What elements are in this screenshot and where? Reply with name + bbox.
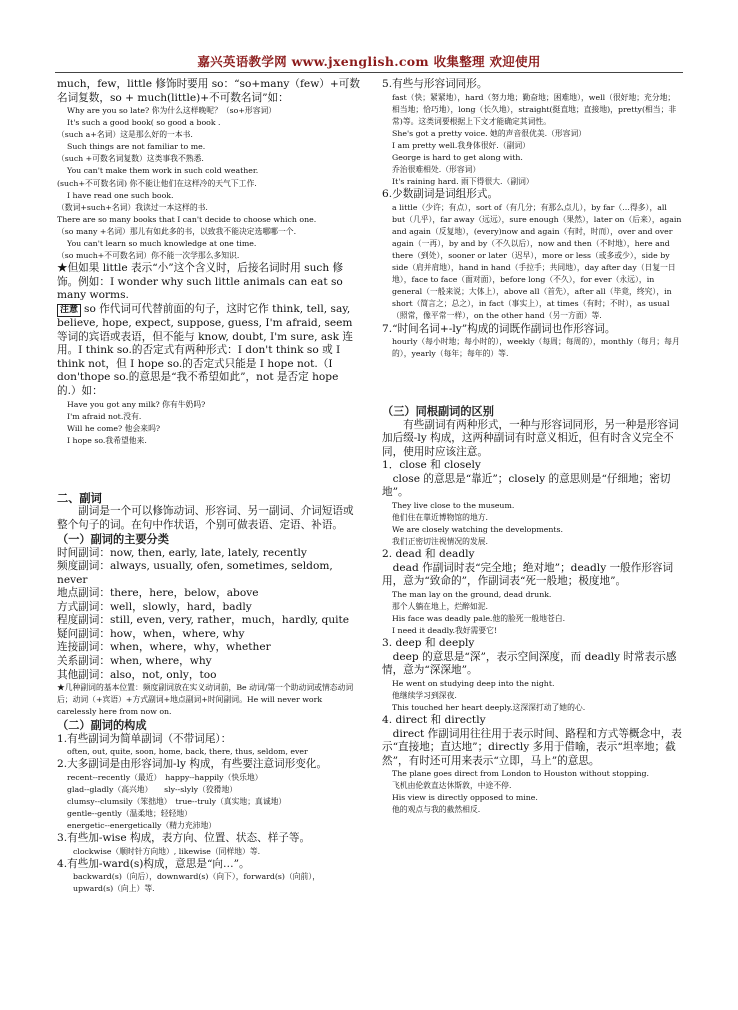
paragraph-text: I have read one such book. bbox=[67, 190, 174, 200]
paragraph-text: 连接副词：when，where，why，whether bbox=[57, 641, 271, 654]
paragraph-text: 1.有些副词为简单副词（不带词尾）： bbox=[57, 732, 232, 745]
left-paragraph-8 bbox=[57, 190, 360, 202]
left-paragraph-27 bbox=[57, 601, 360, 615]
paragraph-text: often, out, quite, soon, home, back, there, thus, seldom, ever bbox=[67, 747, 308, 757]
left-paragraph-6 bbox=[57, 165, 360, 177]
paragraph-text: 乔治很难相处.（形容词） bbox=[392, 165, 481, 175]
left-paragraph-22 bbox=[57, 505, 360, 532]
right-paragraph-14 bbox=[382, 459, 682, 473]
left-paragraph-5 bbox=[57, 153, 360, 165]
paragraph-text: clumsy--clumsily（笨拙地） true--truly（真实地；真诚地） bbox=[67, 796, 287, 806]
paragraph-text: You can't make them work in such cold weather. bbox=[67, 166, 259, 176]
paragraph-text: 他们住在靠近博物馆的地方. bbox=[392, 512, 489, 522]
right-paragraph-25 bbox=[382, 625, 682, 637]
note-label: 注意 bbox=[57, 304, 81, 318]
paragraph-text: There are so many books that I can't decide to choose which one. bbox=[57, 214, 317, 224]
left-paragraph-37 bbox=[57, 758, 360, 772]
paragraph-text: 程度副词：still, even, very, rather，much，hardly, quite bbox=[57, 614, 350, 627]
paragraph-text: （such +可数名词复数）这类事我不熟悉. bbox=[57, 154, 204, 164]
paragraph-text: 关系副词：when, where，why bbox=[57, 654, 212, 667]
paragraph-text: much，few，little 修饰时要用 so：“so+many（few）+可数名词复数，so + much(little)+不可数名词”如： bbox=[57, 78, 360, 104]
paragraph-text: 疑问副词：how，when，where, why bbox=[57, 627, 245, 640]
paragraph-text: It's such a good book( so good a book . bbox=[67, 118, 221, 128]
paragraph-text: gentle--gently（温柔地；轻轻地） bbox=[67, 809, 192, 819]
paragraph-text: They live close to the museum. bbox=[392, 500, 515, 510]
right-paragraph-23 bbox=[382, 601, 682, 613]
right-paragraph-17 bbox=[382, 512, 682, 524]
paragraph-text: I need it deadly.我好需要它! bbox=[392, 626, 498, 635]
right-paragraph-20 bbox=[382, 548, 682, 562]
left-paragraph-31 bbox=[57, 655, 360, 669]
paragraph-text: 飞机由伦敦直达休斯敦，中途不停. bbox=[392, 781, 512, 791]
paragraph-text: （一）副词的主要分类 bbox=[57, 532, 169, 547]
left-paragraph-44 bbox=[57, 846, 360, 858]
paragraph-text: ★几种副词的基本位置：频度副词放在实义动词前，Be 动词/第一个助动词或情态动词后；动词（+宾语）+方式副词+地点副词+时间副词。He will never work carelessly here from now on. bbox=[57, 683, 354, 717]
paragraph-text: 4. direct 和 directly bbox=[382, 713, 486, 726]
paragraph-text: Have you got any milk? 你有牛奶吗? bbox=[67, 399, 206, 409]
right-paragraph-36 bbox=[382, 804, 682, 816]
right-column bbox=[382, 78, 682, 816]
right-paragraph-10 bbox=[382, 336, 682, 360]
right-paragraph-19 bbox=[382, 536, 682, 548]
left-paragraph-7 bbox=[57, 178, 360, 190]
left-paragraph-16 bbox=[57, 399, 360, 411]
paragraph-text: glad--gladly（高兴地） sly--slyly（狡猾地） bbox=[67, 784, 238, 794]
paragraph-text: Will he come? 他会来吗? bbox=[67, 423, 161, 433]
page-header: 嘉兴英语教学网 www.jxenglish.com 收集整理 欢迎使用 bbox=[197, 54, 541, 69]
paragraph-text: 那个人躺在地上，烂醉如泥. bbox=[392, 601, 489, 611]
paragraph-text: George is hard to get along with. bbox=[392, 152, 523, 162]
paragraph-text: ★但如果 little 表示“小”这个含义时，后接名词时用 such 修饰。例如：I wonder why such little animals can eat so many worms. bbox=[57, 262, 344, 302]
left-paragraph-26 bbox=[57, 587, 360, 601]
left-paragraph-33 bbox=[57, 682, 360, 718]
left-paragraph-24 bbox=[57, 547, 360, 561]
paragraph-text: 我们正密切注视情况的发展. bbox=[392, 537, 489, 547]
left-paragraph-39 bbox=[57, 784, 360, 796]
paragraph-text: （三）同根副词的区别 bbox=[382, 404, 494, 419]
right-paragraph-18 bbox=[382, 524, 682, 536]
right-paragraph-8 bbox=[382, 202, 682, 323]
left-paragraph-38 bbox=[57, 772, 360, 784]
paragraph-text: fast（快；紧紧地），hard（努力地；勤奋地；困难地），well（很好地；充分地；相当地；恰巧地），long（长久地），straight(挺直地；直接地)，pretty(相当；非常)等。这类词要根据上下文才能确定其词性。 bbox=[392, 92, 677, 126]
paragraph-text: 2. dead 和 deadly bbox=[382, 548, 475, 561]
left-paragraph-29 bbox=[57, 628, 360, 642]
left-paragraph-11 bbox=[57, 226, 360, 238]
right-paragraph-29 bbox=[382, 690, 682, 702]
left-paragraph-32 bbox=[57, 669, 360, 683]
right-paragraph-11 bbox=[382, 376, 682, 388]
right-paragraph-6 bbox=[382, 176, 682, 188]
paragraph-text: 他的观点与我的截然相反. bbox=[392, 805, 481, 815]
left-paragraph-3 bbox=[57, 129, 360, 141]
paragraph-text: 3. deep 和 deeply bbox=[382, 637, 475, 650]
left-paragraph-25 bbox=[57, 560, 360, 587]
paragraph-text: The plane goes direct from London to Houston without stopping. bbox=[392, 769, 649, 779]
left-paragraph-42 bbox=[57, 820, 360, 832]
right-paragraph-15 bbox=[382, 473, 682, 500]
left-paragraph-35 bbox=[57, 733, 360, 747]
left-paragraph-1 bbox=[57, 105, 360, 117]
left-paragraph-4 bbox=[57, 141, 360, 153]
right-paragraph-2 bbox=[382, 128, 682, 140]
paragraph-text: 时间副词：now, then, early, late, lately, recently bbox=[57, 546, 307, 559]
paragraph-text: 地点副词：there，here，below，above bbox=[57, 587, 259, 600]
left-paragraph-18 bbox=[57, 423, 360, 435]
left-paragraph-28 bbox=[57, 614, 360, 628]
left-paragraph-23 bbox=[57, 532, 360, 546]
header-rule bbox=[55, 72, 683, 73]
paragraph-text: It's raining hard. 雨下得很大.（副词） bbox=[392, 177, 534, 187]
paragraph-text: I'm afraid not.没有. bbox=[67, 411, 142, 421]
paragraph-text: 二、副词 bbox=[57, 490, 102, 505]
paragraph-text: We are closely watching the developments. bbox=[392, 524, 564, 534]
right-paragraph-3 bbox=[382, 140, 682, 152]
right-paragraph-21 bbox=[382, 562, 682, 589]
right-paragraph-13 bbox=[382, 419, 682, 460]
paragraph-text: 他继续学习到深夜. bbox=[392, 690, 457, 700]
paragraph-text: 副词是一个可以修饰动词、形容词、另一副词、介词短语或整个句子的词。在句中作状语，个别可做表语、定语、补语。 bbox=[57, 505, 354, 531]
paragraph-text: a little（少许；有点），sort of（有几分；有那么点儿），by far（…得多），all but（几乎），far away（远远），sure enough（果然），later on（后来），again and again（反复地），(every)now and again（有时，时而），over and over again（一再），by and by（不久以后），now and then（不时地），here and there（到处），sooner or later（迟早），more or less（或多或少），side by side（肩并肩地），hand in hand（手拉手；共同地），day after day（日复一日地），face to face（面对面），before long（不久），for ever（永远），in general（一般来说；大体上），above all（首先），after all（毕竟，终究），in short（简言之；总之），in fact（事实上），at times（有时；不时），as usual（照常，像平常一样），on the other hand（另一方面）等. bbox=[392, 202, 682, 321]
left-paragraph-41 bbox=[57, 808, 360, 820]
paragraph-text: His face was deadly pale.他的脸死一般地苍白. bbox=[392, 613, 566, 623]
paragraph-text: （such a+名词）这是那么好的一本书. bbox=[57, 130, 193, 140]
left-paragraph-13 bbox=[57, 250, 360, 262]
paragraph-text: She's got a pretty voice. 她的声音很优美.（形容词） bbox=[392, 128, 587, 138]
right-paragraph-31 bbox=[382, 714, 682, 728]
left-column bbox=[57, 78, 360, 896]
right-paragraph-9 bbox=[382, 323, 682, 337]
paragraph-text: You can't learn so much knowledge at one time. bbox=[67, 238, 257, 248]
paragraph-text: The man lay on the ground, dead drunk. bbox=[392, 589, 552, 599]
paragraph-text: clockwise（顺时针方向地）, likewise（同样地）等. bbox=[73, 846, 261, 856]
paragraph-text: （数词+such+名词）我读过一本这样的书. bbox=[57, 202, 208, 212]
paragraph-text: （so much+不可数名词）你不能一次学那么多知识. bbox=[57, 251, 240, 261]
right-paragraph-28 bbox=[382, 678, 682, 690]
paragraph-text: direct 作副词用往往用于表示时间、路程和方式等概念中，表示“直接地；直达地”；directly 多用于借喻，表示“坦率地；截然”，有时还可用来表示“立即，马上”的意思。 bbox=[382, 727, 682, 767]
paragraph-text: 有些副词有两种形式，一种与形容词同形，另一种是形容词加后缀-ly 构成，这两种副词有时意义相近，但有时含义完全不同，使用时应该注意。 bbox=[382, 418, 679, 458]
left-paragraph-30 bbox=[57, 641, 360, 655]
paragraph-text: dead 作副词时表“完全地；绝对地”；deadly 一般作形容词用，意为“致命的”，作副词表“死一般地；极度地”。 bbox=[382, 561, 674, 588]
right-paragraph-27 bbox=[382, 651, 682, 678]
paragraph-text: He went on studying deep into the night. bbox=[392, 678, 555, 688]
left-paragraph-0 bbox=[57, 78, 360, 105]
right-paragraph-24 bbox=[382, 613, 682, 625]
left-paragraph-15 bbox=[57, 303, 360, 399]
right-paragraph-30 bbox=[382, 702, 682, 714]
paragraph-text: Such things are not familiar to me. bbox=[67, 142, 206, 152]
paragraph-text: Why are you so late? 你为什么这样晚呢？（so+形容词） bbox=[67, 106, 277, 116]
paragraph-text: 其他副词：also，not, only，too bbox=[57, 668, 217, 681]
paragraph-text: close 的意思是“靠近”；closely 的意思则是“仔细地；密切地”。 bbox=[382, 472, 671, 499]
left-paragraph-45 bbox=[57, 858, 360, 872]
paragraph-text: (such+不可数名词) 你不能让他们在这样冷的天气下工作. bbox=[57, 178, 257, 188]
left-paragraph-21 bbox=[57, 491, 360, 505]
paragraph-text: 5.有些与形容词同形。 bbox=[382, 78, 488, 90]
left-paragraph-14 bbox=[57, 262, 360, 303]
left-paragraph-40 bbox=[57, 796, 360, 808]
right-paragraph-34 bbox=[382, 780, 682, 792]
right-paragraph-0 bbox=[382, 78, 682, 92]
right-paragraph-12 bbox=[382, 404, 682, 418]
left-paragraph-34 bbox=[57, 718, 360, 732]
paragraph-text: 1．close 和 closely bbox=[382, 459, 481, 472]
left-paragraph-10 bbox=[57, 214, 360, 226]
left-paragraph-9 bbox=[57, 202, 360, 214]
left-paragraph-2 bbox=[57, 117, 360, 129]
left-paragraph-17 bbox=[57, 411, 360, 423]
paragraph-text: so 作代词可代替前面的句子，这时它作 think, tell, say, believe, hope, expect, suppose, guess, I'm afraid, seem 等词的宾语或表语，但不能与 know, doubt, I'm sure, ask 连用。I think so.的否定式有两种形式：I don't think so 或 I think not，但 I hope so.的否定式只能是 I hope not.（I don'thope so.的意思是“我不希望如此”，not 是否定 hope 的.）如： bbox=[57, 302, 353, 397]
right-paragraph-35 bbox=[382, 792, 682, 804]
right-paragraph-1 bbox=[382, 92, 682, 128]
paragraph-text: I am pretty well.我身体很好.（副词） bbox=[392, 140, 530, 150]
left-paragraph-46 bbox=[57, 871, 360, 895]
paragraph-text: backward(s)（向后），downward(s)（向下），forward(s)（向前），upward(s)（向上）等. bbox=[73, 872, 321, 894]
right-paragraph-22 bbox=[382, 589, 682, 601]
paragraph-text: 3.有些加-wise 构成，表方向、位置、状态、样子等。 bbox=[57, 832, 311, 845]
paragraph-text: recent--recently（最近） happy--happily（快乐地） bbox=[67, 772, 263, 782]
paragraph-text: （二）副词的构成 bbox=[57, 718, 147, 733]
right-paragraph-32 bbox=[382, 728, 682, 769]
paragraph-text: This touched her heart deeply.这深深打动了她的心. bbox=[392, 702, 586, 712]
left-paragraph-12 bbox=[57, 238, 360, 250]
paragraph-text: 方式副词：well，slowly，hard，badly bbox=[57, 600, 252, 613]
right-paragraph-33 bbox=[382, 768, 682, 780]
paragraph-text: I hope so.我希望他来. bbox=[67, 435, 147, 445]
right-paragraph-4 bbox=[382, 152, 682, 164]
right-paragraph-5 bbox=[382, 164, 682, 176]
left-paragraph-43 bbox=[57, 832, 360, 846]
paragraph-text: 4.有些加-ward(s)构成，意思是“向…”。 bbox=[57, 857, 250, 870]
right-paragraph-16 bbox=[382, 500, 682, 512]
paragraph-text: （so many +名词）那儿有如此多的书，以致我不能决定选哪哪一个. bbox=[57, 226, 297, 236]
left-paragraph-20 bbox=[57, 463, 360, 475]
paragraph-text: hourly（每小时地；每小时的），weekly（每周；每周的），monthly（每月；每月的），yearly（每年；每年的）等. bbox=[392, 337, 680, 359]
right-paragraph-7 bbox=[382, 188, 682, 202]
paragraph-text: deep 的意思是“深”，表示空间深度，而 deadly 时常表示感情，意为“深深地”。 bbox=[382, 650, 677, 677]
left-paragraph-36 bbox=[57, 746, 360, 758]
paragraph-text: 7.“时间名词+-ly”构成的词既作副词也作形容词。 bbox=[382, 322, 616, 335]
paragraph-text: 2.大多副词是由形容词加-ly 构成，有些要注意词形变化。 bbox=[57, 758, 328, 771]
right-paragraph-26 bbox=[382, 637, 682, 651]
paragraph-text: energetic--energetically（精力充沛地） bbox=[67, 821, 217, 831]
paragraph-text: 频度副词：always, usually, ofen, sometimes, seldom, never bbox=[57, 560, 333, 586]
paragraph-text: His view is directly opposed to mine. bbox=[392, 793, 538, 803]
paragraph-text: 6.少数副词是词组形式。 bbox=[382, 188, 499, 201]
left-paragraph-19 bbox=[57, 435, 360, 447]
